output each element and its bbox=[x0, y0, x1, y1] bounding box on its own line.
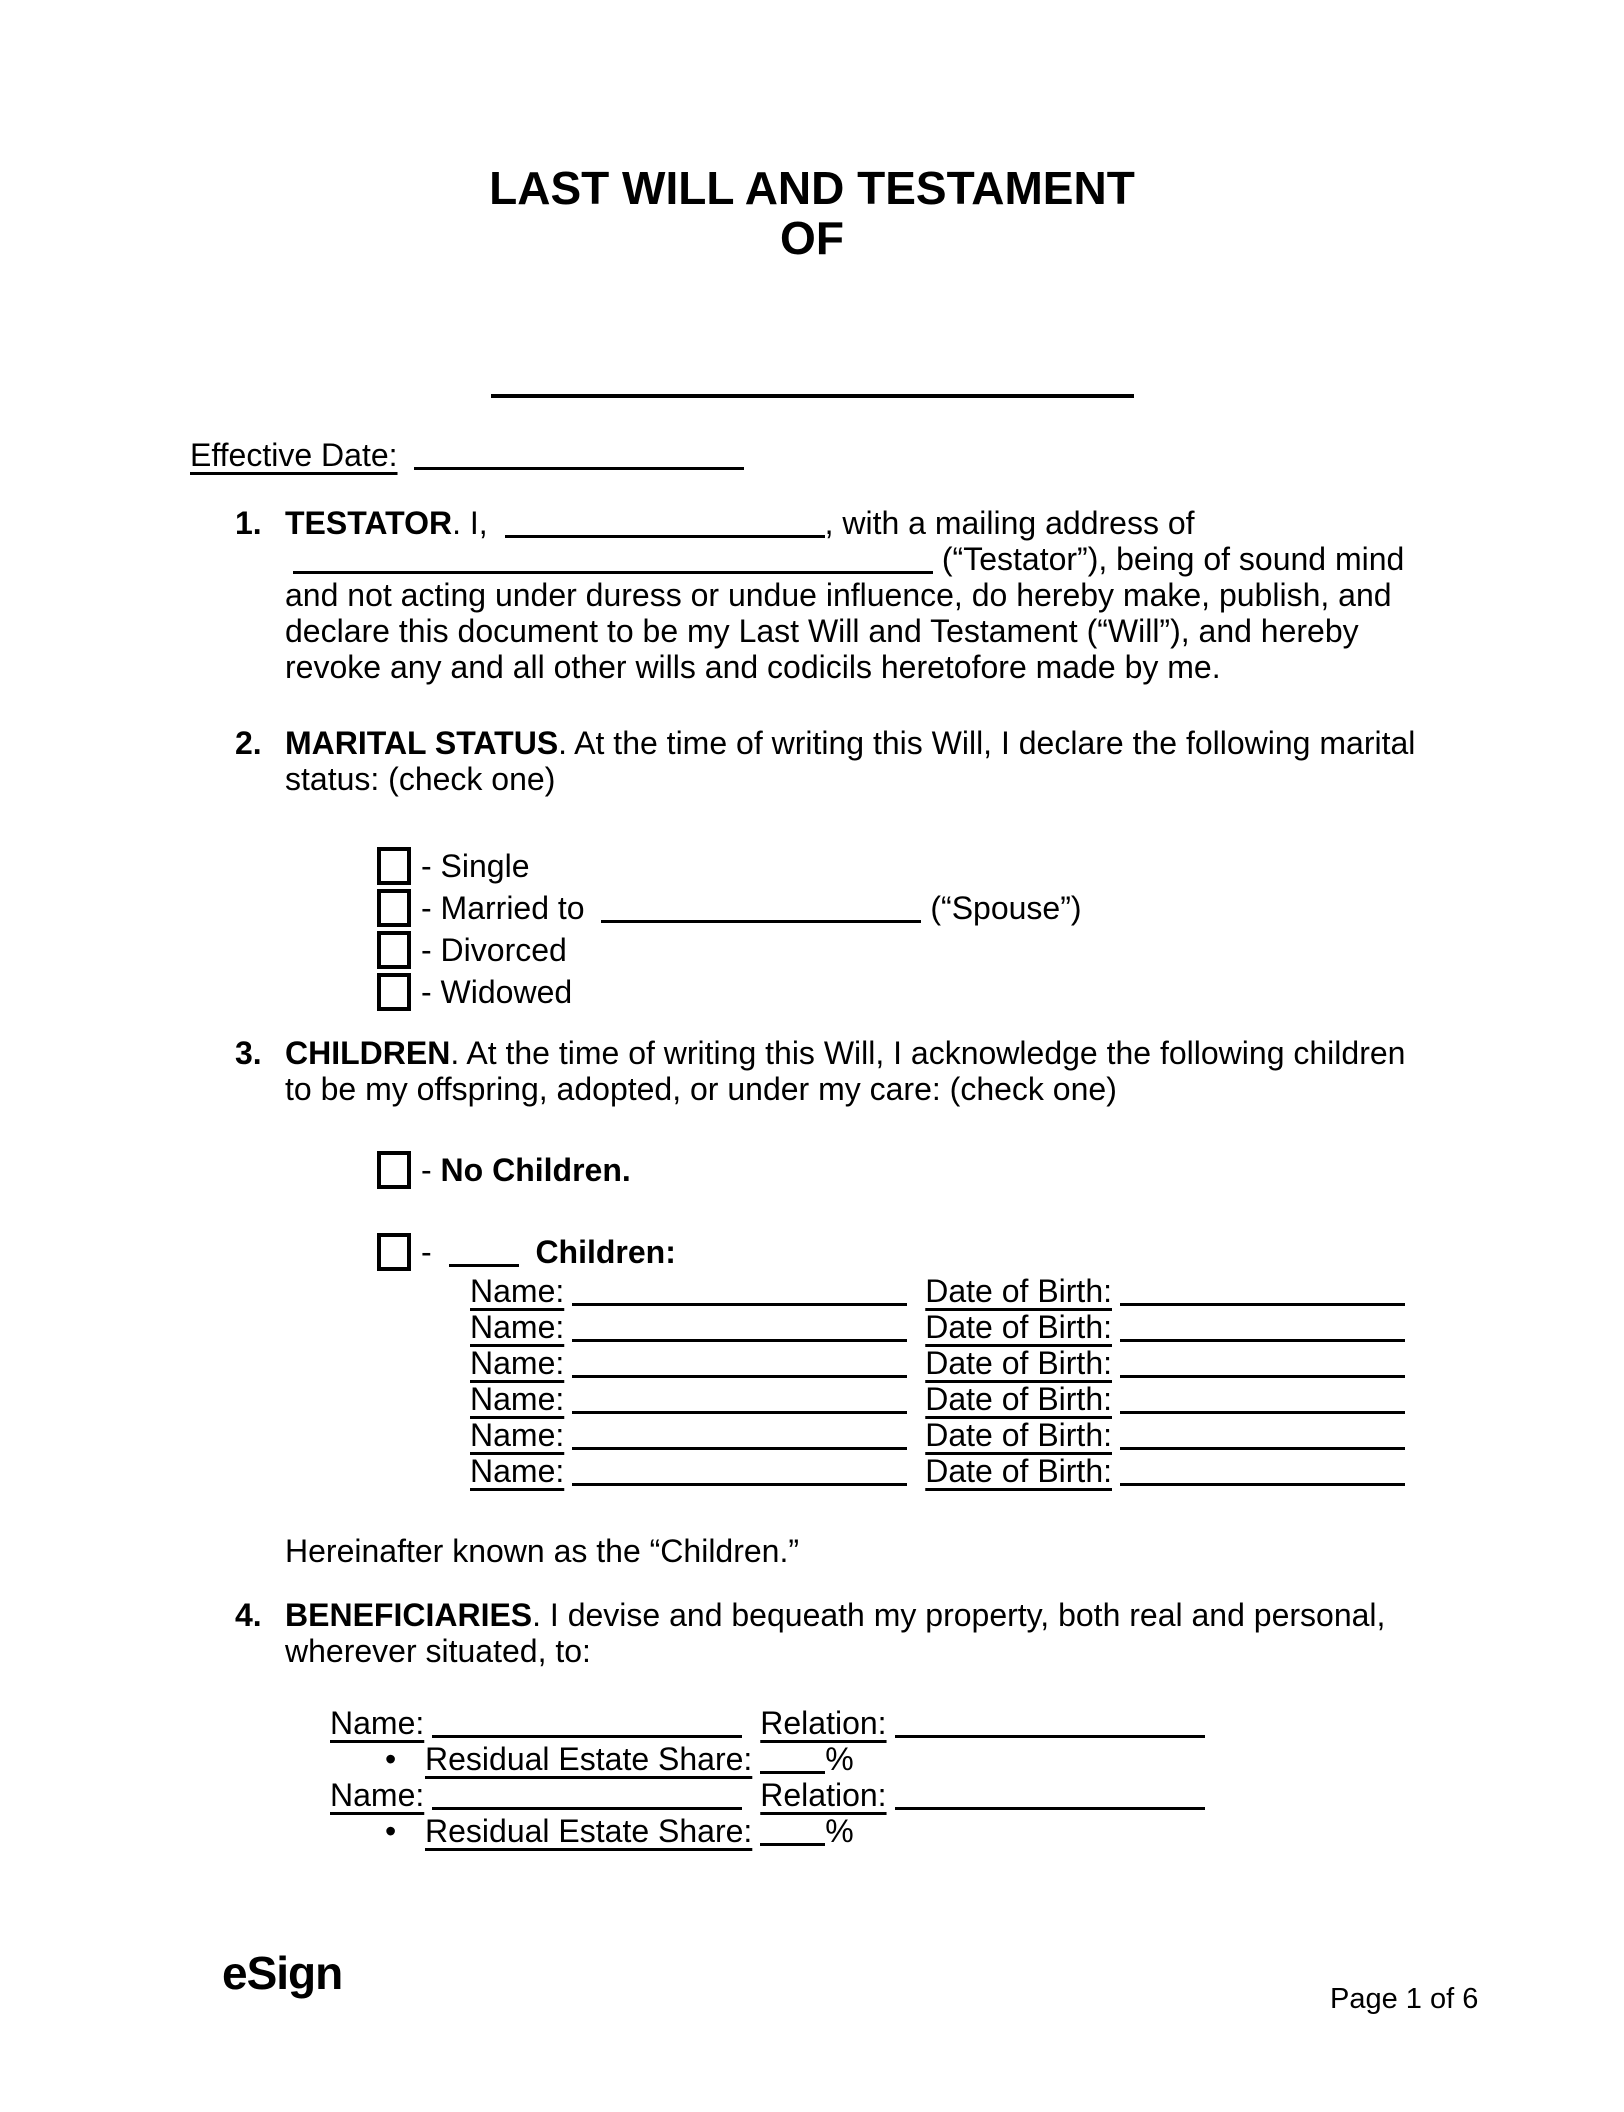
child-dob-label: Date of Birth: bbox=[925, 1345, 1112, 1381]
child-dob-label: Date of Birth: bbox=[925, 1309, 1112, 1345]
beneficiary-relation-blank[interactable] bbox=[895, 1711, 1205, 1738]
beneficiary-relation-blank[interactable] bbox=[895, 1783, 1205, 1810]
child-dob-blank[interactable] bbox=[1120, 1351, 1405, 1378]
child-row-3 bbox=[470, 1345, 1435, 1381]
hereinafter-note: Hereinafter known as the “Children.” bbox=[285, 1533, 800, 1569]
percent-sign: % bbox=[825, 1741, 854, 1777]
testator-name-blank[interactable] bbox=[505, 511, 825, 538]
residual-share-blank[interactable] bbox=[760, 1819, 825, 1846]
child-name-blank[interactable] bbox=[572, 1279, 907, 1306]
title-line-2: OF bbox=[780, 212, 844, 264]
children-count-label: Children: bbox=[535, 1234, 676, 1270]
title-line-1: LAST WILL AND TESTAMENT bbox=[489, 162, 1135, 214]
section-body-testator bbox=[285, 505, 1435, 685]
marital-text: . At the time of writing this Will, I declare the following marital status: (check one) bbox=[285, 725, 1416, 797]
child-dob-blank[interactable] bbox=[1120, 1459, 1405, 1486]
children-count-blank[interactable] bbox=[449, 1240, 519, 1267]
effective-date-blank[interactable] bbox=[414, 443, 744, 470]
marital-heading: MARITAL STATUS bbox=[285, 725, 559, 761]
beneficiaries-text: . I devise and bequeath my property, both real and personal, wherever situated, to: bbox=[285, 1597, 1386, 1669]
child-name-blank[interactable] bbox=[572, 1423, 907, 1450]
children-list bbox=[470, 1273, 1435, 1489]
bullet-icon: • bbox=[385, 1813, 397, 1849]
section-testator bbox=[190, 505, 1480, 685]
child-dob-label: Date of Birth: bbox=[925, 1453, 1112, 1489]
child-row-1 bbox=[470, 1273, 1435, 1309]
no-children-option bbox=[377, 1149, 1435, 1191]
section-number-children: 3. bbox=[235, 1035, 262, 1071]
children-count-option bbox=[377, 1231, 1435, 1273]
child-name-blank[interactable] bbox=[572, 1459, 907, 1486]
testator-paragraph bbox=[285, 505, 1435, 685]
child-name-label: Name: bbox=[470, 1309, 565, 1345]
testator-text-2: , with a mailing address of bbox=[824, 505, 1195, 541]
children-heading: CHILDREN bbox=[285, 1035, 451, 1071]
residual-share-label: Residual Estate Share: bbox=[425, 1813, 753, 1849]
beneficiary-name-blank[interactable] bbox=[432, 1783, 742, 1810]
beneficiary-name-label: Name: bbox=[330, 1777, 425, 1813]
child-dob-blank[interactable] bbox=[1120, 1423, 1405, 1450]
section-body-children bbox=[285, 1035, 1435, 1569]
spouse-name-blank[interactable] bbox=[601, 896, 921, 923]
section-beneficiaries bbox=[190, 1597, 1480, 1849]
marital-options bbox=[377, 845, 1435, 1013]
child-dob-blank[interactable] bbox=[1120, 1279, 1405, 1306]
child-name-label: Name: bbox=[470, 1273, 565, 1309]
testator-title-name-blank[interactable] bbox=[491, 394, 1134, 398]
section-children bbox=[190, 1035, 1480, 1569]
beneficiary-list bbox=[330, 1705, 1435, 1849]
section-number-testator: 1. bbox=[235, 505, 262, 541]
marital-option-widowed bbox=[377, 971, 1435, 1013]
testator-heading: TESTATOR bbox=[285, 505, 453, 541]
testator-text-1: . I, bbox=[452, 505, 488, 541]
children-count-dash: - bbox=[421, 1234, 432, 1270]
testator-text-3: (“Testator”), being of sound mind and not acting under duress or undue influence, do hereby make, publish, and declare this document to be my Last Will and Testament (“Will”), and hereby revoke any and all other wills and codicils heretofore made by me. bbox=[285, 541, 1405, 685]
residual-share-blank[interactable] bbox=[760, 1747, 825, 1774]
child-dob-label: Date of Birth: bbox=[925, 1381, 1112, 1417]
marital-option-married bbox=[377, 887, 1435, 929]
spouse-suffix-label: (“Spouse”) bbox=[930, 890, 1082, 926]
beneficiary-share-row-2 bbox=[385, 1813, 1435, 1849]
esign-logo: eSign bbox=[222, 1947, 343, 1999]
beneficiaries-heading: BENEFICIARIES bbox=[285, 1597, 533, 1633]
page-indicator: Page 1 of 6 bbox=[1330, 1983, 1479, 2015]
checkbox-children-count[interactable] bbox=[377, 1233, 411, 1271]
child-dob-blank[interactable] bbox=[1120, 1315, 1405, 1342]
marital-option-single bbox=[377, 845, 1435, 887]
page-title bbox=[0, 163, 1624, 263]
beneficiary-relation-label: Relation: bbox=[760, 1705, 887, 1741]
percent-sign: % bbox=[825, 1813, 854, 1849]
beneficiary-name-blank[interactable] bbox=[432, 1711, 742, 1738]
child-name-blank[interactable] bbox=[572, 1351, 907, 1378]
marital-option-divorced bbox=[377, 929, 1435, 971]
married-label: - Married to bbox=[421, 890, 585, 926]
checkbox-widowed[interactable] bbox=[377, 973, 411, 1011]
marital-paragraph bbox=[285, 725, 1435, 797]
single-label: - Single bbox=[421, 848, 530, 884]
child-name-label: Name: bbox=[470, 1453, 565, 1489]
section-number-beneficiaries: 4. bbox=[235, 1597, 262, 1633]
section-number-marital: 2. bbox=[235, 725, 262, 761]
beneficiary-relation-label: Relation: bbox=[760, 1777, 887, 1813]
bullet-icon: • bbox=[385, 1741, 397, 1777]
no-children-label: No Children. bbox=[440, 1152, 631, 1188]
no-children-dash: - bbox=[421, 1152, 432, 1188]
section-marital-status bbox=[190, 725, 1480, 1013]
checkbox-married[interactable] bbox=[377, 889, 411, 927]
child-row-5 bbox=[470, 1417, 1435, 1453]
child-dob-label: Date of Birth: bbox=[925, 1273, 1112, 1309]
child-row-2 bbox=[470, 1309, 1435, 1345]
effective-date-label: Effective Date: bbox=[190, 437, 398, 473]
checkbox-no-children[interactable] bbox=[377, 1151, 411, 1189]
beneficiary-row-2 bbox=[330, 1777, 1435, 1813]
child-dob-label: Date of Birth: bbox=[925, 1417, 1112, 1453]
checkbox-single[interactable] bbox=[377, 847, 411, 885]
widowed-label: - Widowed bbox=[421, 974, 573, 1010]
child-name-label: Name: bbox=[470, 1345, 565, 1381]
checkbox-divorced[interactable] bbox=[377, 931, 411, 969]
child-row-6 bbox=[470, 1453, 1435, 1489]
child-row-4 bbox=[470, 1381, 1435, 1417]
child-name-label: Name: bbox=[470, 1381, 565, 1417]
beneficiary-row-1 bbox=[330, 1705, 1435, 1741]
child-name-blank[interactable] bbox=[572, 1315, 907, 1342]
residual-share-label: Residual Estate Share: bbox=[425, 1741, 753, 1777]
beneficiaries-paragraph bbox=[285, 1597, 1435, 1669]
section-body-beneficiaries bbox=[285, 1597, 1435, 1849]
child-name-label: Name: bbox=[470, 1417, 565, 1453]
child-name-blank[interactable] bbox=[572, 1387, 907, 1414]
children-paragraph bbox=[285, 1035, 1435, 1107]
effective-date-row bbox=[190, 437, 744, 473]
beneficiary-share-row-1 bbox=[385, 1741, 1435, 1777]
beneficiary-name-label: Name: bbox=[330, 1705, 425, 1741]
child-dob-blank[interactable] bbox=[1120, 1387, 1405, 1414]
children-text: . At the time of writing this Will, I acknowledge the following children to be my offspring, adopted, or under my care: (check one) bbox=[285, 1035, 1406, 1107]
divorced-label: - Divorced bbox=[421, 932, 567, 968]
mailing-address-blank[interactable] bbox=[293, 547, 933, 574]
section-body-marital bbox=[285, 725, 1435, 1013]
